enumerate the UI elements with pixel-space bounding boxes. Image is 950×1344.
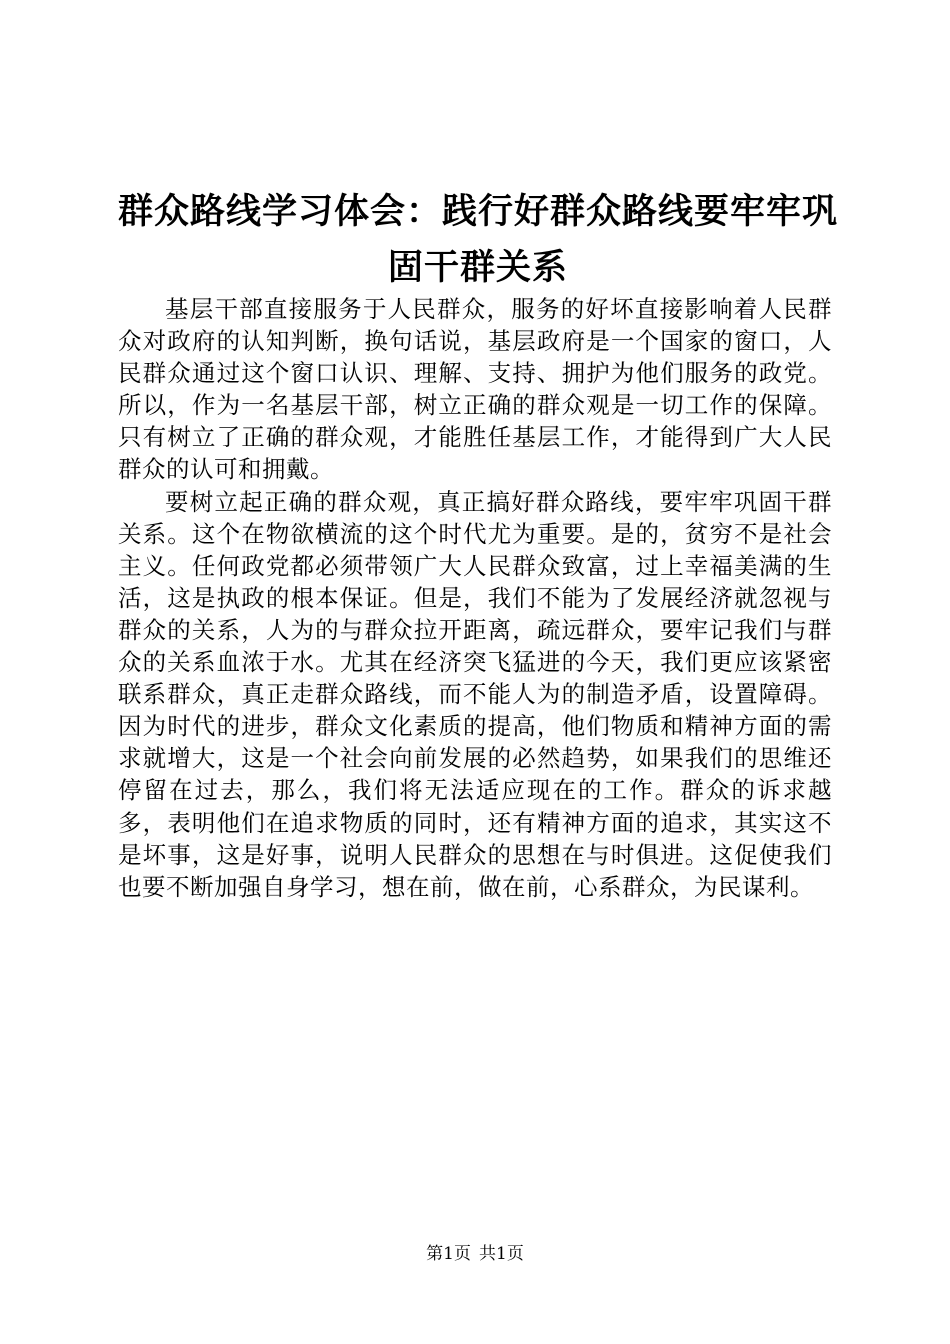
document-title: 群众路线学习体会：践行好群众路线要牢牢巩固干群关系	[118, 191, 839, 288]
page-number: 第1页	[426, 1244, 471, 1264]
paragraph-2: 要树立起正确的群众观，真正搞好群众路线，要牢牢巩固干群关系。这个在物欲横流的这个时代尤为重要。是的，贫穷不是社会主义。任何政党都必须带领广大人民群众致富，过上幸福美满的生活，这是执政的根本保证。但是，我们不能为了发展经济就忽视与群众的关系，人为的与群众拉开距离，疏远群众，要牢记我们与群众的关系血浓于水。尤其在经济突飞猛进的今天，我们更应该紧密联系群众，真正走群众路线，而不能人为的制造矛盾，设置障碍。因为时代的进步，群众文化素质的提高，他们物质和精神方面的需求就增大，这是一个社会向前发展的必然趋势，如果我们的思维还停留在过去，那么，我们将无法适应现在的工作。群众的诉求越多，表明他们在追求物质的同时，还有精神方面的追求，其实这不是坏事，这是好事，说明人民群众的思想在与时俱进。这促使我们也要不断加强自身学习，想在前，做在前，心系群众，为民谋利。	[118, 487, 832, 901]
document-body	[118, 293, 832, 903]
page-total: 共1页	[479, 1244, 524, 1264]
paragraph-1: 基层干部直接服务于人民群众，服务的好坏直接影响着人民群众对政府的认知判断，换句话说，基层政府是一个国家的窗口，人民群众通过这个窗口认识、理解、支持、拥护为他们服务的政党。所以，作为一名基层干部，树立正确的群众观是一切工作的保障。只有树立了正确的群众观，才能胜任基层工作，才能得到广大人民群众的认可和拥戴。	[118, 295, 832, 484]
page-footer	[0, 1243, 950, 1265]
